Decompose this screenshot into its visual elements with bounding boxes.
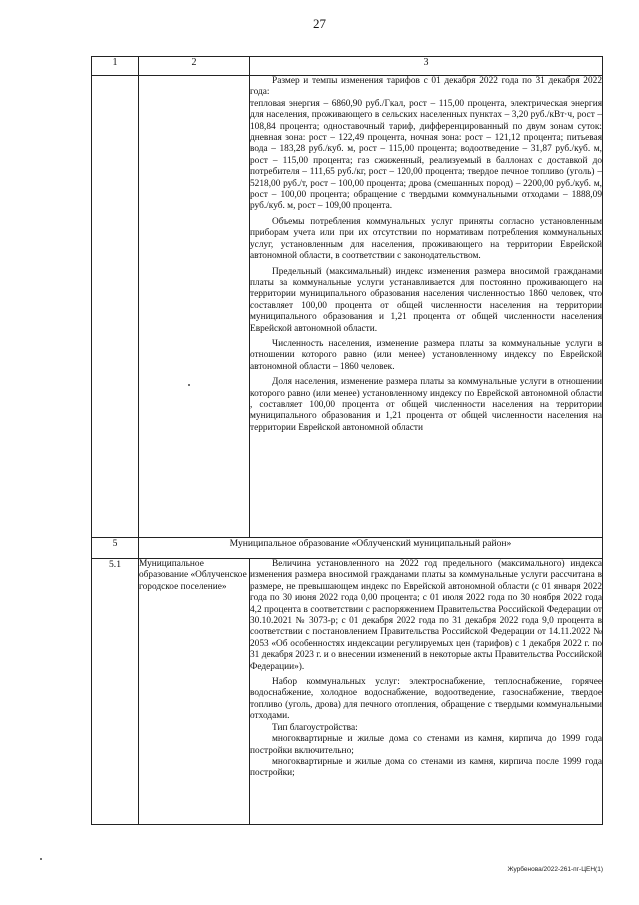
- tariff-values-paragraph: тепловая энергия – 6860,90 руб./Гкал, рост – 115,00 процента, электрическая энергия для населения, проживающего в сельских населенных пунктах – 3,20 руб./кВт·ч, рост – 108,84 процента; одноставочный тариф, дифференцированный по двум зонам суток: дневная зона: рост – 122,49 процента, ночная зона: рост – 121,12 процента; питьевая вода – 183,28 руб./куб. м, рост – 115,00 процента; водоотведение – 31,87 руб./куб. м, рост – 115,00 процента; газ сжиженный, реализуемый в баллонах с доставкой до потребителя – 111,65 руб./кг, рост – 120,00 процента; твердое печное топливо (уголь) – 5218,00 руб./т, рост – 100,00 процента; дрова (смешанных пород) – 2200,00 руб./куб. м, рост – 100,00 процента; обращение с твердыми коммунальными отходами – 1888,09 руб./куб. м, рост – 109,00 процента.: [250, 98, 602, 212]
- table-header-row: [92, 57, 603, 76]
- index-value-paragraph: Величина установленного на 2022 год предельного (максимального) индекса изменения размера вносимой гражданами платы за коммунальные услуги рассчитана в размере, не превышающем индекс по Еврейской автономной области (с 01 января 2022 года по 30 июня 2022 года 0,00 процента; с 01 июля 2022 года по 30 ноября 2022 года 4,2 процента в соответствии с распоряжением Правительства Российской Федерации от 30.10.2021 № 3073-р; с 01 декабря 2022 года по 31 декабря 2022 года 9,0 процента в соответствии с постановлением Правительства Российской Федерации от 14.11.2022 № 2053 «Об особенностях индексации регулируемых цен (тарифов) с 1 декабря 2022 г. по 31 декабря 2023 г. и о внесении изменений в некоторые акты Правительства Российской Федерации»).: [250, 559, 602, 672]
- municipality-name-cell: Муниципальное образование «Облученское городское поселение»: [139, 559, 250, 825]
- consumption-volume-paragraph: Объемы потребления коммунальных услуг приняты согласно установленным приборам учета или при их отсутствии по нормативам потребления коммунальных услуг, установленным для населения, проживающего на территории Еврейской автономной области, в соответствии с законодательством.: [250, 216, 602, 262]
- section-number: 5: [92, 538, 139, 559]
- section-row: [92, 538, 603, 559]
- housing-type-item: многоквартирные и жилые дома со стенами из камня, кирпича до 1999 года постройки включительно;: [250, 734, 602, 756]
- tariff-period-paragraph: Размер и темпы изменения тарифов с 01 декабря 2022 года по 31 декабря 2022 года:: [250, 76, 602, 98]
- housing-type-item: многоквартирные и жилые дома со стенами из камня, кирпича после 1999 года постройки;: [250, 756, 602, 779]
- population-count-paragraph: Численность населения, изменение размера платы за коммунальные услуги в отношении которого равно (или менее) установленному индексу по Еврейской автономной области – 1860 человек.: [250, 338, 602, 372]
- tariff-table: [91, 56, 603, 825]
- scan-speck: [188, 384, 190, 386]
- header-col-3: 3: [250, 57, 603, 76]
- max-index-paragraph: Предельный (максимальный) индекс изменения размера вносимой гражданами платы за коммунальные услуги устанавливается для постоянно проживающего на территории муниципального образования населения численностью 1860 человек, что составляет 100,00 процента от общей численности населения на территории муниципального образования и 1,21 процента от общей численности населения Еврейской автономной области.: [250, 266, 602, 334]
- row-number-cell: [92, 76, 139, 538]
- services-set-paragraph: Набор коммунальных услуг: электроснабжение, теплоснабжение, горячее водоснабжение, холодное водоснабжение, водоотведение, газоснабжение, твердое топливо (уголь, дрова) для печного отопления, обращение с твердыми коммунальными отходами.: [250, 677, 602, 722]
- page-number: 27: [313, 16, 326, 31]
- table-row: [92, 559, 603, 825]
- row-content-cell: [250, 76, 603, 538]
- document-code-footer: Журбенова/2022-261-пг-ЦЕН(1): [507, 866, 603, 873]
- row-number-cell: 5.1: [92, 559, 139, 825]
- header-col-1: 1: [92, 57, 139, 76]
- improvement-type-heading: Тип благоустройства:: [272, 722, 358, 733]
- section-title: Муниципальное образование «Облученский муниципальный район»: [139, 538, 603, 559]
- row-name-cell: [139, 76, 250, 538]
- table-row: [92, 76, 603, 538]
- population-share-paragraph: Доля населения, изменение размера платы за коммунальные услуги в отношении которого равно (или менее) установленному индексу по Еврейской автономной области , составляет 100,00 процента от общей численности населения на территории муниципального образования и 1,21 процента от общей численности населения на территории Еврейской автономной области: [250, 377, 602, 433]
- header-col-2: 2: [139, 57, 250, 76]
- row-content-cell: [250, 559, 603, 825]
- scan-speck: [40, 858, 42, 860]
